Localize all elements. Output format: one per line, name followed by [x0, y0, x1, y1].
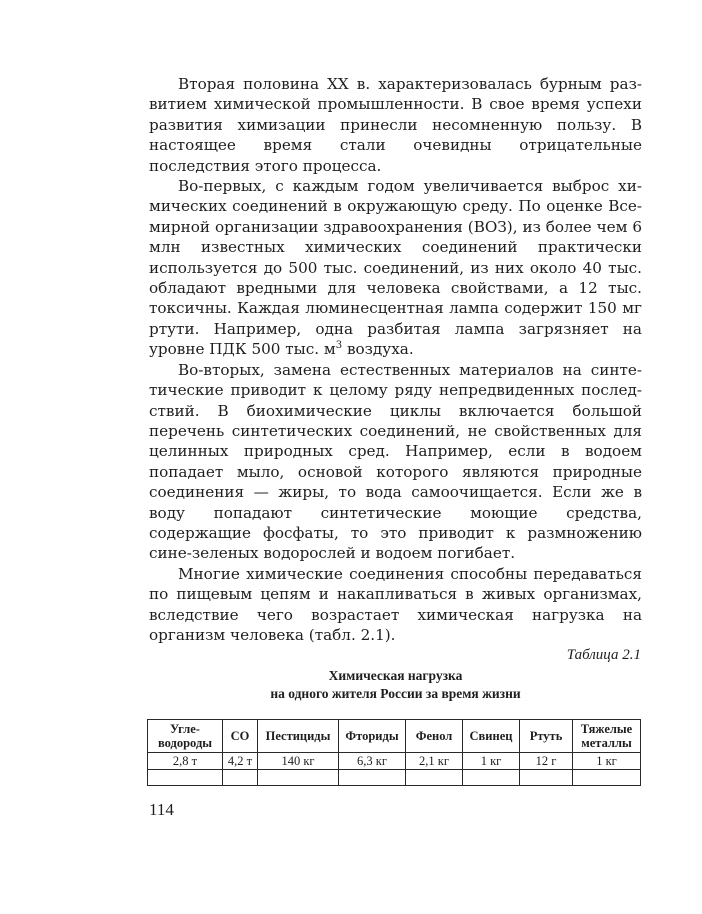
paragraph-3: Во-вторых, замена естественных материалов на синтетические приводит к целому ряду непредвиденных последствий. В биохимические циклы включается большой перечень синтетических соединений, не свойственных для целинных природных сред. Например, если в водоем попадает мыло, основой которого являются природные соединения — жиры, то вода самоочищается. Если же в воду попадают синтетические моющие средства, содержащие фосфаты, то это приводит к размножению сине-зеленых водорослей и водоем погибает. — [149, 360, 642, 563]
header-fluorides: Фториды — [339, 720, 406, 753]
cell-heavy-metals: 1 кг — [573, 753, 641, 770]
paragraph-2-text: Во-первых, с каждым годом увеличивается выброс химических соединений в окружающую среду. По оценке Всемирной организации здравоохранения (ВОЗ), из более чем 6 млн известных химических соединений практически используется до 500 тыс. соединений, из них около 40 тыс. обладают вредными для человека свойствами, а 12 тыс. токсичны. Каждая люминесцентная лампа содержит 150 мг ртути. Например, одна разбитая лампа загрязняет на уровне ПДК 500 тыс. м — [149, 177, 642, 359]
empty-cell — [573, 770, 641, 786]
chemical-load-table — [147, 719, 641, 786]
cell-pesticides: 140 кг — [258, 753, 339, 770]
table-title-line-1: Химическая нагрузка — [328, 668, 463, 683]
empty-cell — [148, 770, 223, 786]
paragraph-2-tail: воздуха. — [346, 340, 414, 359]
table-header-row — [148, 720, 641, 753]
cell-fluorides: 6,3 кг — [339, 753, 406, 770]
cubic-superscript: 3 — [335, 340, 343, 352]
empty-cell — [520, 770, 573, 786]
paragraph-2 — [149, 176, 642, 360]
empty-cell — [258, 770, 339, 786]
table-empty-row — [148, 770, 641, 786]
cell-lead: 1 кг — [463, 753, 520, 770]
empty-cell — [406, 770, 463, 786]
cell-hydrocarbons: 2,8 т — [148, 753, 223, 770]
cell-mercury: 12 г — [520, 753, 573, 770]
empty-cell — [339, 770, 406, 786]
paragraph-4: Многие химические соединения способны передаваться по пищевым цепям и накапливаться в живых организмах, вследствие чего возрастает химическая нагрузка на организм человека (табл. 2.1). — [149, 564, 642, 644]
body-text — [149, 74, 642, 645]
header-pesticides: Пестициды — [258, 720, 339, 753]
paragraph-1: Вторая половина XX в. характеризовалась бурным развитием химической промышленности. В свое время успехи развития химизации принесли несомненную пользу. В настоящее время стали очевидны отрицательные последствия этого процесса. — [149, 75, 642, 175]
empty-cell — [463, 770, 520, 786]
page-number: 114 — [149, 800, 174, 819]
table-row — [148, 753, 641, 770]
header-co: CO — [223, 720, 258, 753]
cell-co: 4,2 т — [223, 753, 258, 770]
cell-phenol: 2,1 кг — [406, 753, 463, 770]
empty-cell — [223, 770, 258, 786]
header-heavy-metals: Тяжелые металлы — [573, 720, 641, 753]
table-title — [149, 667, 642, 703]
header-mercury: Ртуть — [520, 720, 573, 753]
header-hydrocarbons: Угле- водороды — [148, 720, 223, 753]
table-title-line-2: на одного жителя России за время жизни — [270, 686, 521, 701]
header-lead: Свинец — [463, 720, 520, 753]
table-label: Таблица 2.1 — [566, 647, 641, 663]
header-phenol: Фенол — [406, 720, 463, 753]
